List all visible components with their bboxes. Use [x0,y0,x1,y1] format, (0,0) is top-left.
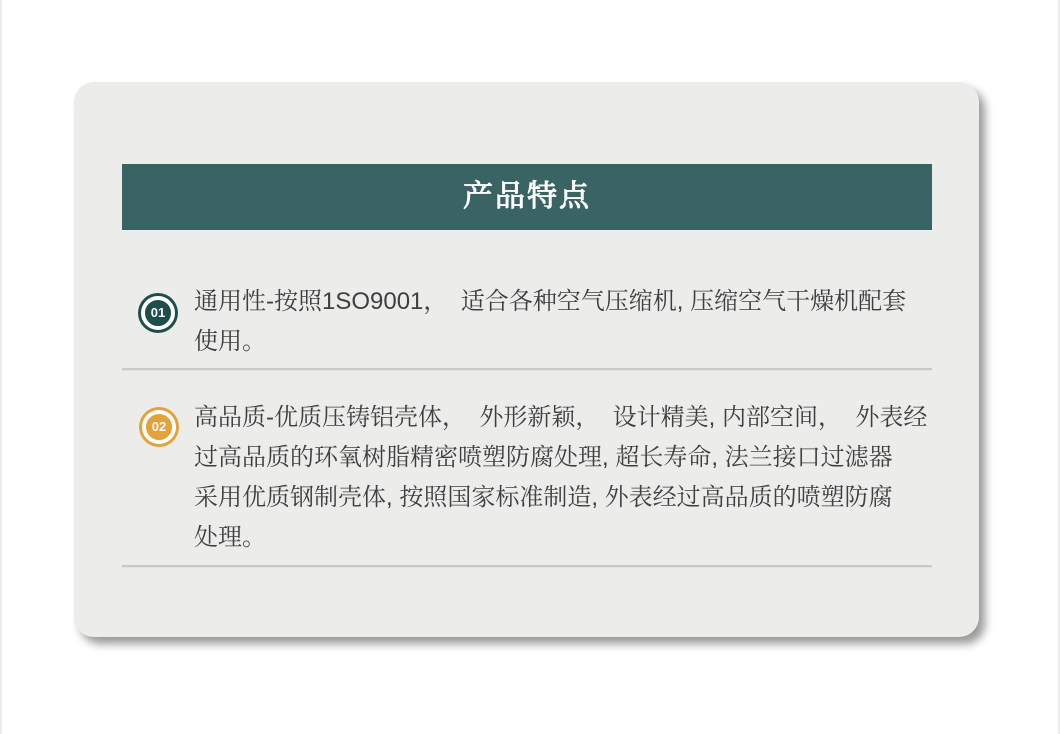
feature-2-line-2: 过高品质的环氧树脂精密喷塑防腐处理, 超长寿命, 法兰接口过滤器 [194,444,893,471]
feature-item-text-2 [194,398,927,558]
section-title-bar: 产品特点 [122,164,932,230]
feature-2-line-4: 处理。 [194,524,266,551]
feature-1-line-2: 使用。 [194,328,266,355]
feature-number-badge-1: 01 [141,296,175,330]
feature-2-line-3: 采用优质钢制壳体, 按照国家标准制造, 外表经过高品质的喷塑防腐 [194,484,893,511]
divider [122,565,932,568]
feature-2-line-1: 高品质-优质压铸铝壳体， 外形新颖， 设计精美, 内部空间， 外表经 [194,404,928,431]
feature-1-line-1: 通用性-按照1SO9001， 适合各种空气压缩机, 压缩空气干燥机配套 [194,288,907,315]
product-features-card [74,82,979,637]
feature-item-text-1 [194,282,906,362]
feature-number-badge-2: 02 [142,410,176,444]
divider [122,368,932,371]
